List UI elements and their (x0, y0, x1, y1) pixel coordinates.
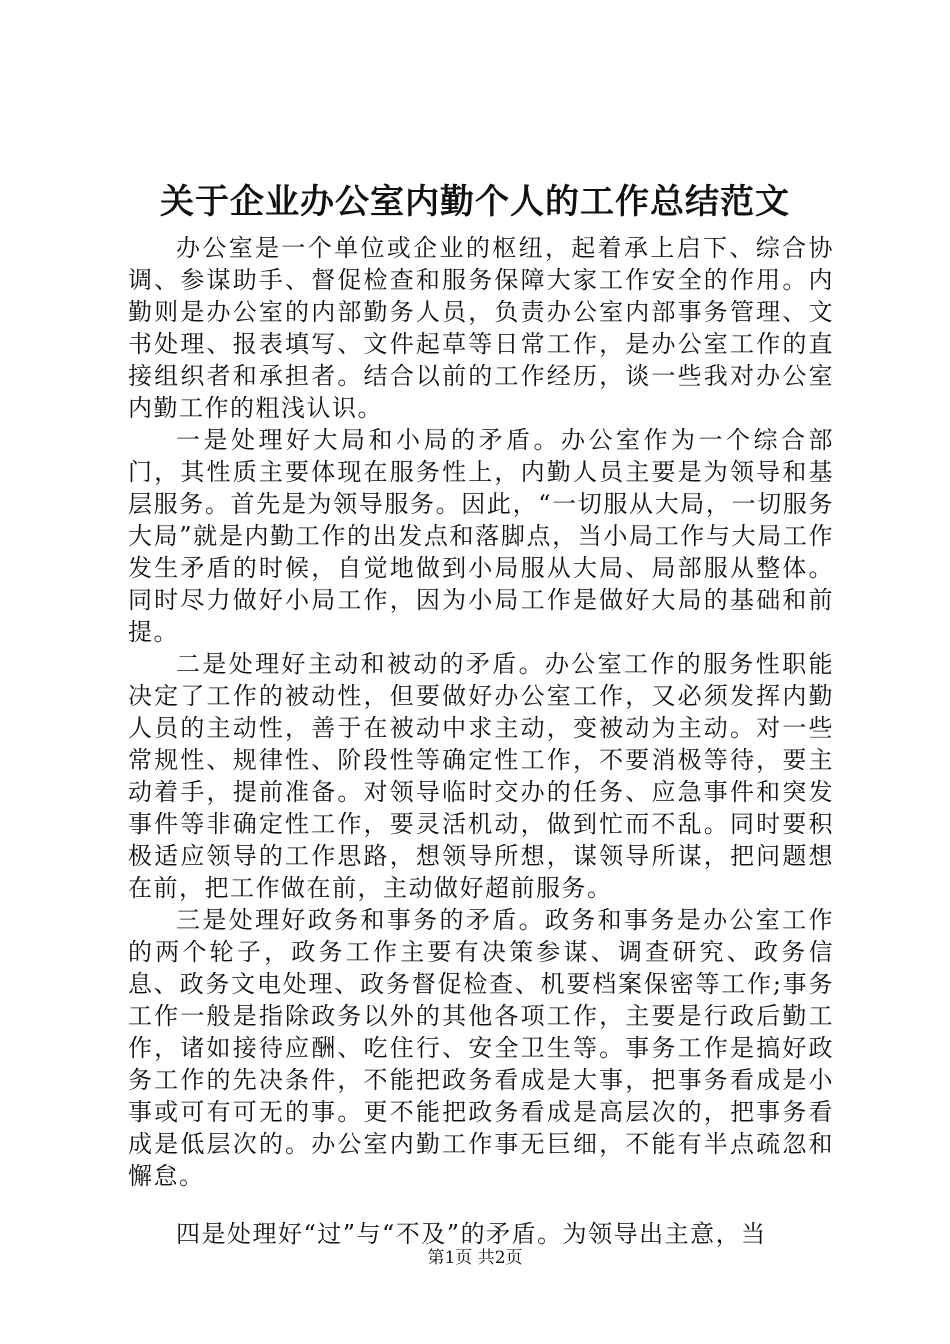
paragraph-point-three: 三是处理好政务和事务的矛盾。政务和事务是办公室工作的两个轮子，政务工作主要有决策参谋、调查研究、政务信息、政务文电处理、政务督促检查、机要档案保密等工作;事务工作一般是指除政务以外的其他各项工作，主要是行政后勤工作，诸如接待应酬、吃住行、安全卫生等。事务工作是搞好政务工作的先决条件，不能把政务看成是大事，把事务看成是小事或可有可无的事。更不能把政务看成是高层次的，把事务看成是低层次的。办公室内勤工作事无巨细，不能有半点疏忽和懈怠。 (128, 906, 834, 1190)
document-body (128, 232, 834, 1250)
paragraph-intro: 办公室是一个单位或企业的枢纽，起着承上启下、综合协调、参谋助手、督促检查和服务保障大家工作安全的作用。内勤则是办公室的内部勤务人员，负责办公室内部事务管理、文书处理、报表填写、文件起草等日常工作，是办公室工作的直接组织者和承担者。结合以前的工作经历，谈一些我对办公室内勤工作的粗浅认识。 (128, 234, 834, 422)
paragraph-point-two: 二是处理好主动和被动的矛盾。办公室工作的服务性职能决定了工作的被动性，但要做好办公室工作，又必须发挥内勤人员的主动性，善于在被动中求主动，变被动为主动。对一些常规性、规律性、阶段性等确定性工作，不要消极等待，要主动着手，提前准备。对领导临时交办的任务、应急事件和突发事件等非确定性工作，要灵活机动，做到忙而不乱。同时要积极适应领导的工作思路，想领导所想，谋领导所谋，把问题想在前，把工作做在前，主动做好超前服务。 (128, 650, 834, 902)
paragraph-point-one: 一是处理好大局和小局的矛盾。办公室作为一个综合部门，其性质主要体现在服务性上，内勤人员主要是为领导和基层服务。首先是为领导服务。因此，“一切服从大局，一切服务大局”就是内勤工作的出发点和落脚点，当小局工作与大局工作发生矛盾的时候，自觉地做到小局服从大局、局部服从整体。同时尽力做好小局工作，因为小局工作是做好大局的基础和前提。 (128, 426, 834, 646)
document-title: 关于企业办公室内勤个人的工作总结范文 (160, 182, 790, 222)
page-number-footer: 第1页 共2页 (427, 1248, 523, 1268)
paragraph-point-four: 四是处理好“过”与“不及”的矛盾。为领导出主意，当 (176, 1220, 767, 1248)
